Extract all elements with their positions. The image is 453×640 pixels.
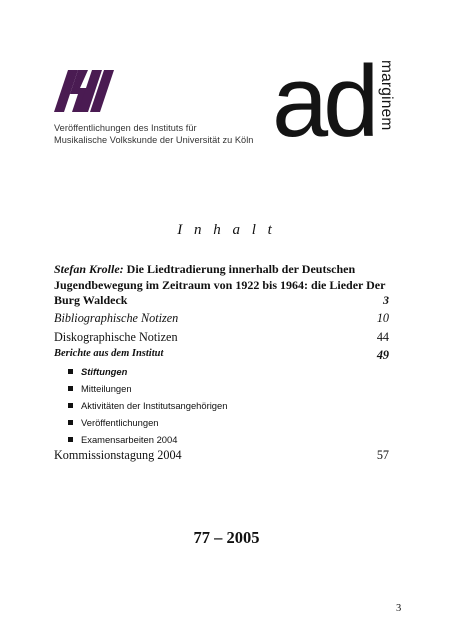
toc-entry-diskographische[interactable] (54, 330, 389, 345)
brand-ad: ad (272, 46, 375, 158)
toc-entry-page: 57 (376, 448, 389, 462)
toc-entry-label: Diskographische Notizen (54, 330, 178, 344)
toc-subitem-label: Stiftungen (81, 366, 128, 377)
toc-subitem[interactable] (68, 400, 227, 411)
toc-entry-label: Bibliographische Notizen (54, 311, 179, 325)
institute-line-1: Veröffentlichungen des Instituts für (54, 123, 197, 133)
toc-subitem-label: Mitteilungen (81, 383, 132, 394)
toc-entry-page: 3 (383, 293, 389, 307)
toc-subitem[interactable] (68, 417, 159, 428)
toc-entry-label: Kommissionstagung 2004 (54, 448, 182, 462)
bullet-square-icon (68, 437, 73, 442)
toc-subitem-label: Aktivitäten der Institutsangehörigen (81, 400, 228, 411)
toc-entry-bibliographische[interactable] (54, 311, 389, 326)
bullet-square-icon (68, 369, 73, 374)
toc-subitem-label: Examensarbeiten 2004 (81, 434, 178, 445)
bullet-square-icon (68, 420, 73, 425)
toc-entry-berichte[interactable] (54, 348, 389, 363)
page-title: I n h a l t (177, 222, 276, 238)
toc-entry-krolle[interactable] (54, 262, 389, 309)
toc-entry-label: Berichte aus dem Institut (54, 348, 164, 359)
institute-logo-icon (54, 70, 114, 112)
toc-entry-kommission[interactable] (54, 448, 389, 463)
toc-subitem[interactable] (68, 383, 132, 394)
bullet-square-icon (68, 386, 73, 391)
institute-line-2: Musikalische Volkskunde der Universität zu Köln (54, 135, 254, 145)
brand-marginem: marginem (378, 60, 395, 131)
toc-subitem-label: Veröffentlichungen (81, 417, 159, 428)
issue-number: 77 – 2005 (193, 528, 260, 547)
toc-subitem[interactable] (68, 434, 177, 445)
toc-entry-page: 49 (376, 348, 389, 362)
toc-entry-title: Die Liedtradierung innerhalb der Deutschen Jugendbewegung im Zeitraum von 1922 bis 1964: die Lieder Der Burg Waldeck (54, 262, 386, 307)
page-number: 3 (396, 603, 402, 614)
toc-subitem[interactable] (68, 366, 127, 377)
toc-entry-page: 44 (376, 330, 389, 344)
toc-entry-author: Stefan Krolle: (54, 262, 124, 276)
bullet-square-icon (68, 403, 73, 408)
toc-entry-page: 10 (376, 311, 389, 325)
